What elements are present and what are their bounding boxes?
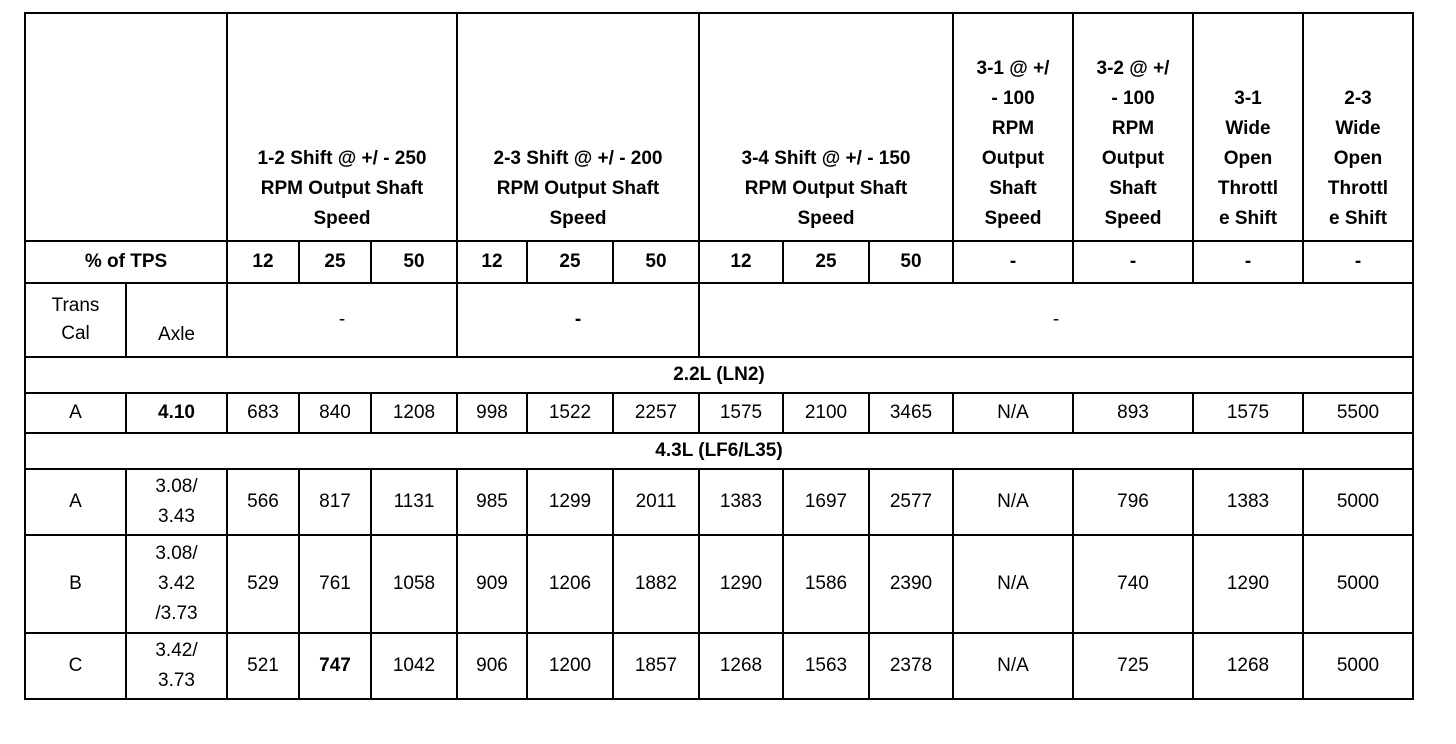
tps-value: 25 [299, 241, 371, 283]
tps-value: 50 [613, 241, 699, 283]
cal-cell: A [25, 393, 126, 433]
value-cell: 840 [299, 393, 371, 433]
header-line: 2-3 Shift @ +/ - 200 [493, 148, 663, 169]
value-cell: 1575 [1193, 393, 1303, 433]
header-line: - 100 [991, 88, 1035, 109]
value-cell: N/A [953, 633, 1073, 699]
header-line: Wide [1335, 118, 1381, 139]
value-cell: N/A [953, 469, 1073, 535]
value-cell: 2577 [869, 469, 953, 535]
trans-dash-rest: - [699, 283, 1413, 357]
header-2-3-wide-open-throttle [1303, 13, 1413, 241]
tps-value: 12 [699, 241, 783, 283]
value-cell: 893 [1073, 393, 1193, 433]
value-cell: 747 [299, 633, 371, 699]
header-3-2-downshift [1073, 13, 1193, 241]
trans-cal-line: Trans [51, 295, 100, 316]
value-cell: 725 [1073, 633, 1193, 699]
header-line: Output [1101, 148, 1165, 169]
value-cell: 1058 [371, 535, 457, 633]
header-blank-cell [25, 13, 227, 241]
header-line: Throttl [1217, 178, 1279, 199]
header-line: Speed [984, 208, 1042, 229]
table-row [25, 535, 1413, 633]
tps-value: 12 [227, 241, 299, 283]
value-cell: 1586 [783, 535, 869, 633]
header-line: 2-3 [1344, 88, 1372, 109]
header-3-4-shift [699, 13, 953, 241]
tps-label: % of TPS [25, 241, 227, 283]
header-line: RPM Output Shaft [496, 178, 660, 199]
value-cell: 3465 [869, 393, 953, 433]
value-cell: 1290 [699, 535, 783, 633]
value-cell: 521 [227, 633, 299, 699]
header-line: RPM [1111, 118, 1155, 139]
trans-dash-2-3: - [457, 283, 699, 357]
trans-dash-1-2: - [227, 283, 457, 357]
value-cell: N/A [953, 393, 1073, 433]
value-cell: 1575 [699, 393, 783, 433]
tps-value: - [1073, 241, 1193, 283]
header-line: RPM Output Shaft [744, 178, 908, 199]
value-cell: 1200 [527, 633, 613, 699]
value-cell: 2390 [869, 535, 953, 633]
table-row [25, 469, 1413, 535]
trans-cal-label [25, 283, 126, 357]
value-cell: 5000 [1303, 469, 1413, 535]
value-cell: 761 [299, 535, 371, 633]
tps-value: 12 [457, 241, 527, 283]
group-name: 4.3L (LF6/L35) [25, 433, 1413, 469]
value-cell: 1268 [699, 633, 783, 699]
axle-line: /3.73 [155, 603, 198, 624]
value-cell: 1697 [783, 469, 869, 535]
value-cell: 2011 [613, 469, 699, 535]
value-cell: 1383 [699, 469, 783, 535]
trans-cal-line: Cal [61, 323, 90, 344]
header-line: 1-2 Shift @ +/ - 250 [257, 148, 427, 169]
header-1-2-shift [227, 13, 457, 241]
tps-value: - [1193, 241, 1303, 283]
cal-cell: B [25, 535, 126, 633]
header-line: Speed [549, 208, 607, 229]
value-cell: 1299 [527, 469, 613, 535]
value-cell: 1206 [527, 535, 613, 633]
value-cell: 5000 [1303, 633, 1413, 699]
axle-line: 3.42 [158, 573, 195, 594]
header-line: e Shift [1328, 208, 1388, 229]
value-cell: 817 [299, 469, 371, 535]
value-cell: 906 [457, 633, 527, 699]
value-cell: 1882 [613, 535, 699, 633]
header-line: RPM [991, 118, 1035, 139]
value-cell: 1857 [613, 633, 699, 699]
value-cell: 566 [227, 469, 299, 535]
value-cell: 998 [457, 393, 527, 433]
tps-value: - [953, 241, 1073, 283]
table-row [25, 633, 1413, 699]
value-cell: N/A [953, 535, 1073, 633]
header-line: Speed [797, 208, 855, 229]
table-row [25, 393, 1413, 433]
value-cell: 1268 [1193, 633, 1303, 699]
tps-value: 50 [869, 241, 953, 283]
axle-line: 3.73 [158, 670, 195, 691]
group-header-row [25, 433, 1413, 469]
value-cell: 985 [457, 469, 527, 535]
axle-cell [126, 535, 227, 633]
axle-line: 3.42/ [155, 640, 198, 661]
value-cell: 1383 [1193, 469, 1303, 535]
value-cell: 1208 [371, 393, 457, 433]
tps-row [25, 241, 1413, 283]
value-cell: 2257 [613, 393, 699, 433]
value-cell: 2100 [783, 393, 869, 433]
header-line: Shaft [989, 178, 1037, 199]
axle-label: Axle [126, 283, 227, 357]
tps-value: - [1303, 241, 1413, 283]
header-line: Shaft [1109, 178, 1157, 199]
header-line: 3-1 @ +/ [976, 58, 1050, 79]
header-line: Output [981, 148, 1045, 169]
axle-cell [126, 469, 227, 535]
header-row [25, 13, 1413, 241]
header-line: Wide [1225, 118, 1271, 139]
header-line: Open [1223, 148, 1273, 169]
value-cell: 683 [227, 393, 299, 433]
header-line: Throttl [1327, 178, 1389, 199]
value-cell: 5000 [1303, 535, 1413, 633]
axle-cell [126, 633, 227, 699]
tps-value: 50 [371, 241, 457, 283]
axle-line: 3.08/ [155, 543, 198, 564]
shift-speed-table [24, 12, 1414, 700]
header-3-1-wide-open-throttle [1193, 13, 1303, 241]
header-line: Speed [313, 208, 371, 229]
value-cell: 1042 [371, 633, 457, 699]
axle-line: 3.43 [158, 506, 195, 527]
axle-cell: 4.10 [126, 393, 227, 433]
value-cell: 1563 [783, 633, 869, 699]
group-header-row [25, 357, 1413, 393]
tps-value: 25 [783, 241, 869, 283]
value-cell: 740 [1073, 535, 1193, 633]
group-name: 2.2L (LN2) [25, 357, 1413, 393]
value-cell: 1290 [1193, 535, 1303, 633]
cal-cell: A [25, 469, 126, 535]
header-line: - 100 [1111, 88, 1155, 109]
header-3-1-downshift [953, 13, 1073, 241]
value-cell: 909 [457, 535, 527, 633]
axle-line: 3.08/ [155, 476, 198, 497]
header-2-3-shift [457, 13, 699, 241]
tps-value: 25 [527, 241, 613, 283]
value-cell: 1131 [371, 469, 457, 535]
header-line: 3-2 @ +/ [1096, 58, 1170, 79]
value-cell: 1522 [527, 393, 613, 433]
cal-cell: C [25, 633, 126, 699]
header-line: RPM Output Shaft [260, 178, 424, 199]
header-line: Open [1333, 148, 1383, 169]
value-cell: 2378 [869, 633, 953, 699]
value-cell: 5500 [1303, 393, 1413, 433]
header-line: 3-1 [1234, 88, 1262, 109]
value-cell: 796 [1073, 469, 1193, 535]
trans-cal-row [25, 283, 1413, 357]
header-line: e Shift [1218, 208, 1278, 229]
value-cell: 529 [227, 535, 299, 633]
header-line: 3-4 Shift @ +/ - 150 [741, 148, 911, 169]
header-line: Speed [1104, 208, 1162, 229]
